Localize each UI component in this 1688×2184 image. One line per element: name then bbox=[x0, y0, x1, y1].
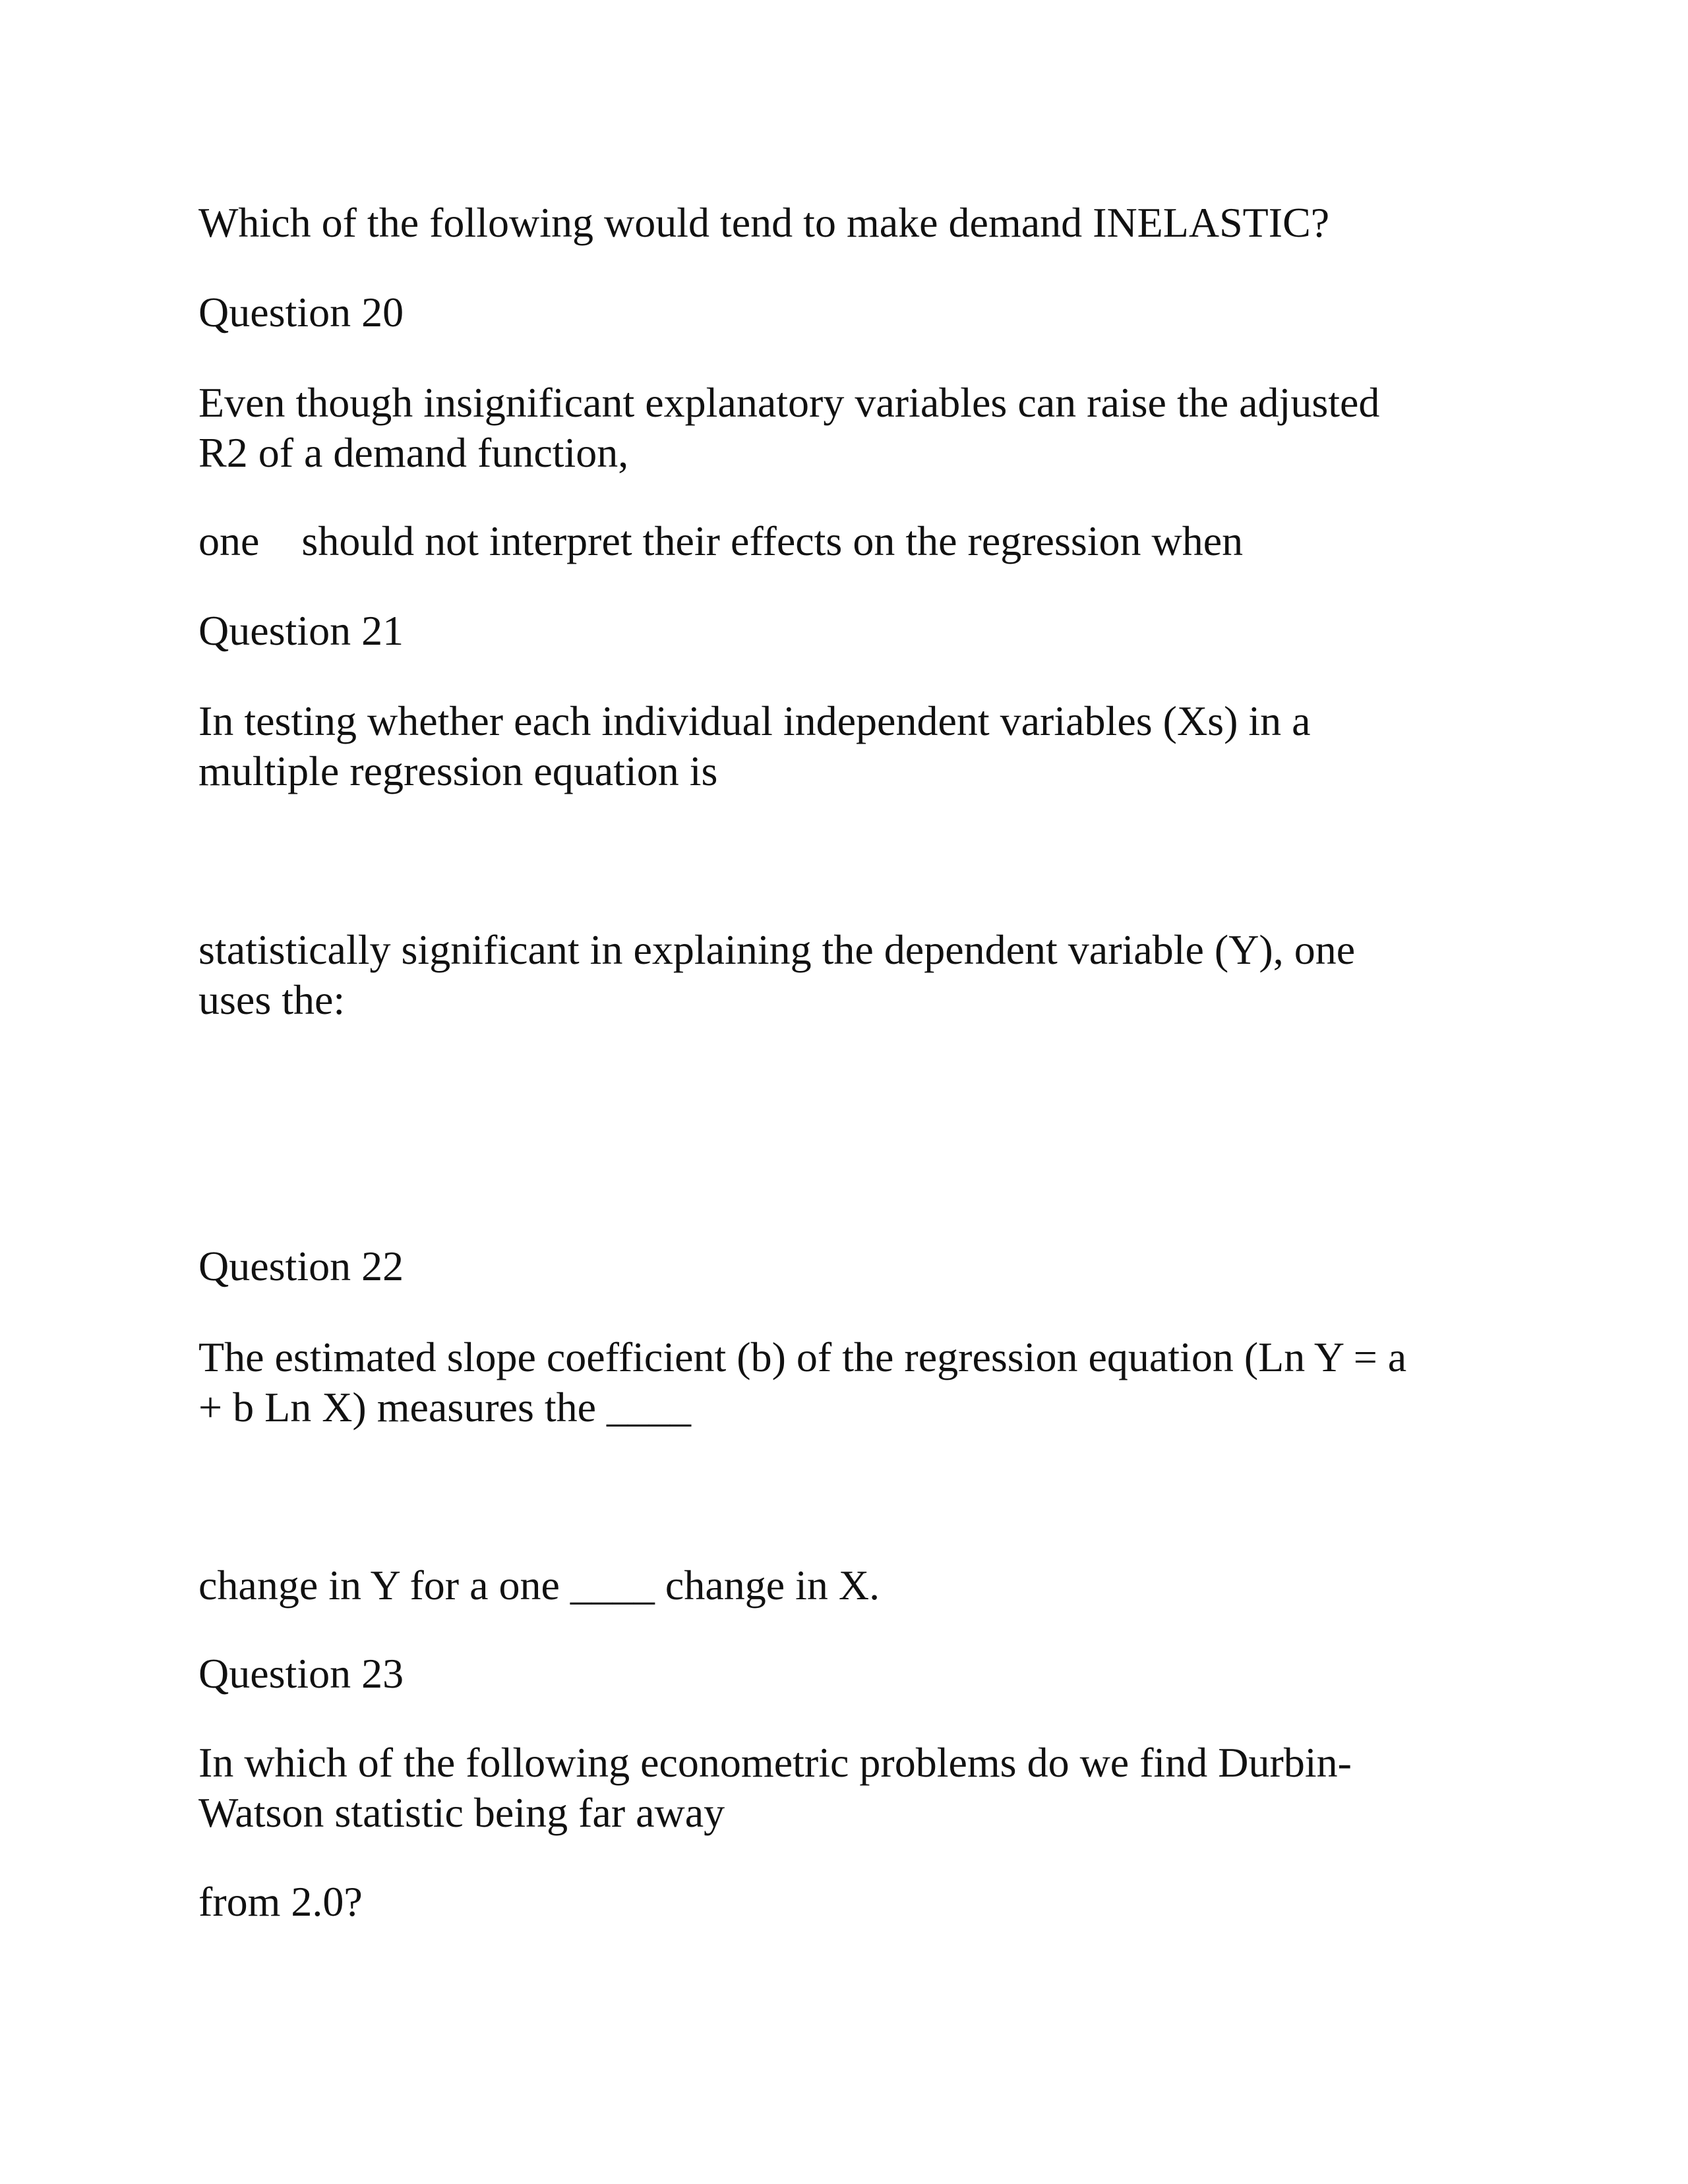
question-20-text-line-2: R2 of a demand function, bbox=[198, 429, 629, 476]
question-23-heading: Question 23 bbox=[198, 1650, 404, 1697]
question-23-text-line-1: In which of the following econometric problems do we find Durbin- bbox=[198, 1739, 1352, 1786]
question-22-text-line-2: + b Ln X) measures the ____ bbox=[198, 1384, 692, 1431]
question-21-text-line-4: uses the: bbox=[198, 976, 346, 1023]
question-21-text-line-3: statistically significant in explaining the dependent variable (Y), one bbox=[198, 926, 1356, 973]
question-20-text-line-1: Even though insignificant explanatory variables can raise the adjusted bbox=[198, 379, 1380, 426]
question-20-heading: Question 20 bbox=[198, 289, 404, 336]
question-23-text-line-2: Watson statistic being far away bbox=[198, 1789, 725, 1836]
question-23-text-line-3: from 2.0? bbox=[198, 1878, 363, 1925]
intro-question-text: Which of the following would tend to make demand INELASTIC? bbox=[198, 199, 1330, 246]
question-22-heading: Question 22 bbox=[198, 1243, 404, 1289]
question-22-text-line-1: The estimated slope coefficient (b) of the regression equation (Ln Y = a bbox=[198, 1334, 1407, 1380]
question-21-text-line-2: multiple regression equation is bbox=[198, 748, 718, 794]
question-21-heading: Question 21 bbox=[198, 607, 404, 654]
question-21-text-line-1: In testing whether each individual independent variables (Xs) in a bbox=[198, 697, 1311, 744]
question-22-text-line-3: change in Y for a one ____ change in X. bbox=[198, 1562, 880, 1608]
question-20-text-line-3: one should not interpret their effects on the regression when bbox=[198, 517, 1244, 564]
